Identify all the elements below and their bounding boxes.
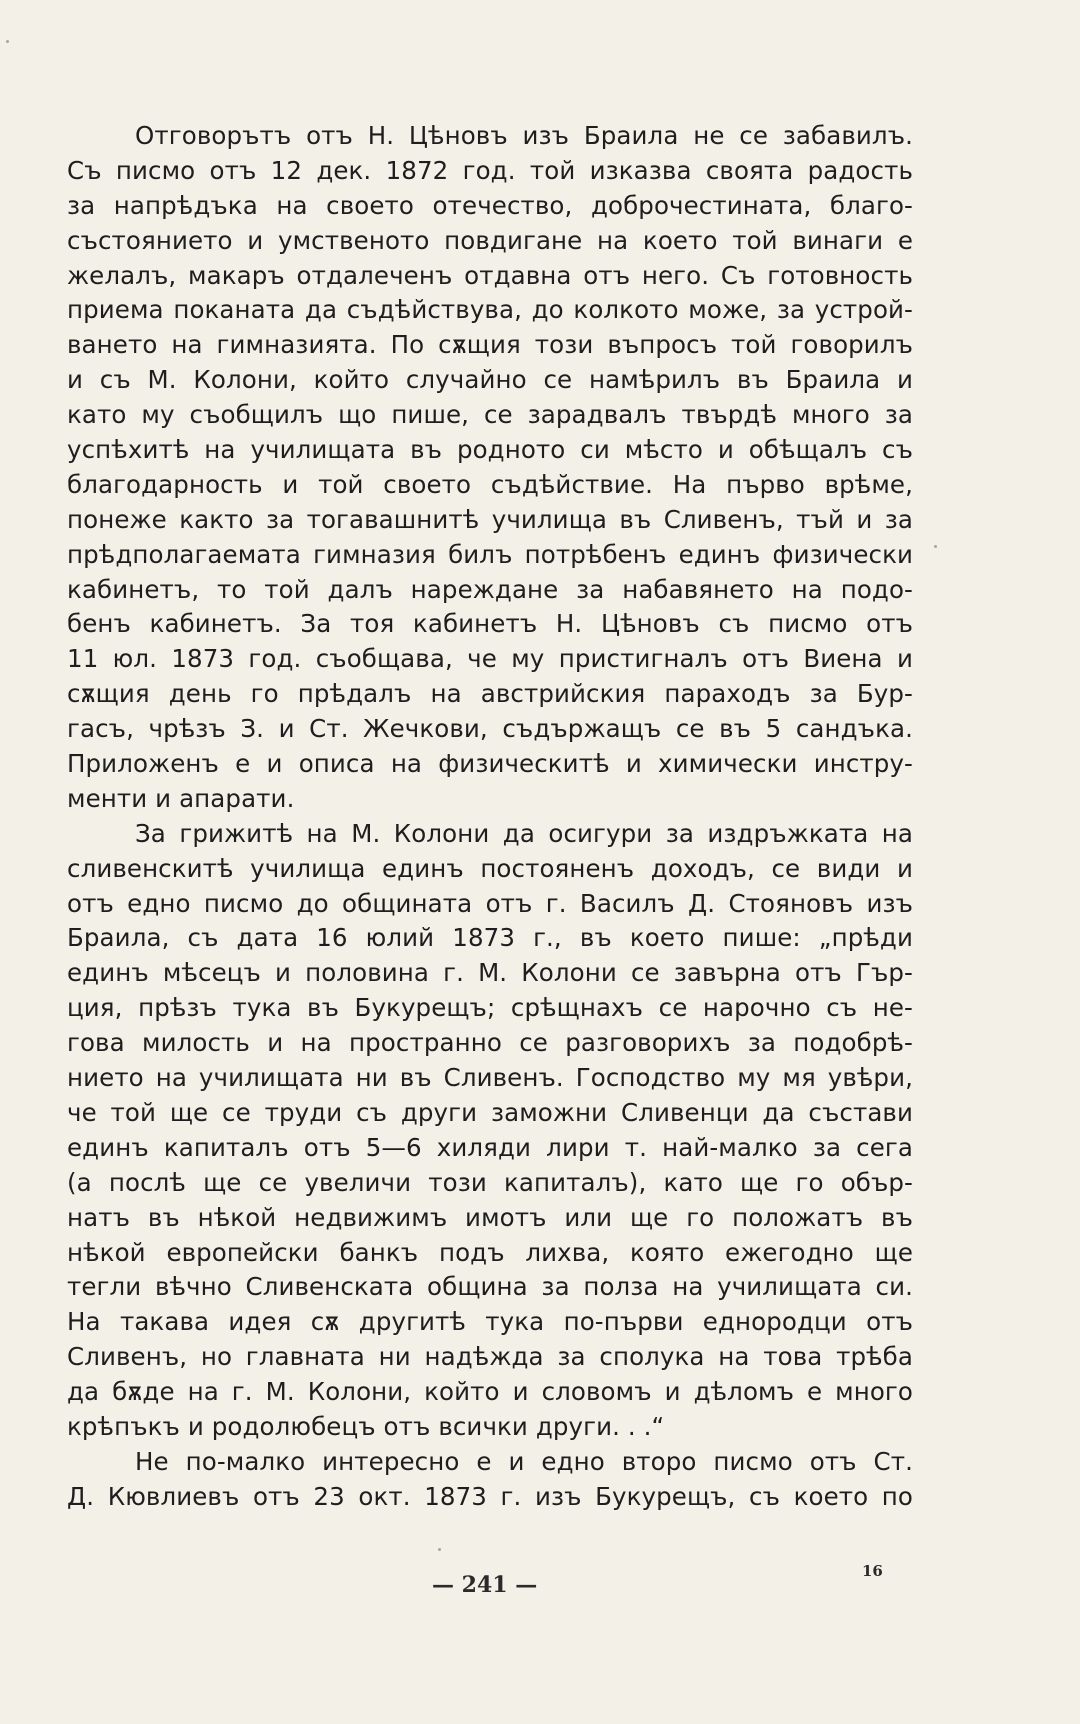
signature-mark: 16: [862, 1562, 883, 1580]
body-text: [67, 119, 913, 1515]
text-line: Приложенъ е и описа на физическитѣ и химически инстру-: [67, 749, 913, 779]
text-line: единъ мѣсецъ и половина г. М. Колони се завърна отъ Гър-: [67, 958, 913, 988]
text-line: За грижитѣ на М. Колони да осигури за издръжката на: [135, 818, 913, 848]
text-line: менти и апарати.: [67, 783, 295, 813]
text-line: Сливенъ, но главната ни надѣжда за сполука на това трѣба: [67, 1342, 913, 1372]
page-number: — 241 —: [432, 1572, 538, 1598]
text-line: (а послѣ ще се увеличи този капиталъ), като ще го обър-: [67, 1167, 913, 1197]
text-line: приема поканата да съдѣйствува, до колкото може, за устрой-: [67, 295, 913, 325]
text-line: понеже както за тогавашнитѣ училища въ Сливенъ, тъй и за: [67, 504, 913, 534]
text-line: сливенскитѣ училища единъ постояненъ доходъ, се види и: [67, 853, 913, 883]
text-line: благодарность и той своето съдѣйствие. На първо врѣме,: [67, 469, 913, 499]
text-line: На такава идея сѫ другитѣ тука по-първи еднородци отъ: [67, 1307, 913, 1337]
text-line: като му съобщилъ що пише, се зарадвалъ твърдѣ много за: [67, 400, 913, 430]
text-line: нѣкой европейски банкъ подъ лихва, която ежегодно ще: [67, 1237, 913, 1267]
text-line: прѣдполагаемата гимназия билъ потрѣбенъ единъ физически: [67, 539, 913, 569]
text-line: отъ едно писмо до общината отъ г. Василъ Д. Стояновъ изъ: [67, 888, 913, 918]
text-line: и съ М. Колони, който случайно се намѣрилъ въ Браила и: [67, 365, 913, 395]
text-line: бенъ кабинетъ. За тоя кабинетъ Н. Цѣновъ съ писмо отъ: [67, 609, 913, 639]
text-line: ция, прѣзъ тука въ Букурещъ; срѣщнахъ се нарочно съ не-: [67, 993, 913, 1023]
text-line: ването на гимназията. По сѫщия този въпросъ той говорилъ: [67, 330, 913, 360]
text-line: 11 юл. 1873 год. съобщава, че му пристигналъ отъ Виена и: [67, 644, 913, 674]
text-line: желалъ, макаръ отдалеченъ отдавна отъ него. Съ готовность: [67, 260, 913, 290]
scan-speck: [438, 1548, 441, 1551]
text-line: Д. Кювлиевъ отъ 23 окт. 1873 г. изъ Букурещъ, съ което по: [67, 1481, 913, 1511]
text-line: нието на училищата ни въ Сливенъ. Господство му мя увѣри,: [67, 1063, 913, 1093]
text-line: натъ въ нѣкой недвижимъ имотъ или ще го положатъ въ: [67, 1202, 913, 1232]
text-line: за напрѣдъка на своето отечество, доброчестината, благо-: [67, 190, 913, 220]
text-line: Отговорътъ отъ Н. Цѣновъ изъ Браила не се забавилъ.: [135, 121, 913, 150]
text-line: Не по-малко интересно е и едно второ писмо отъ Ст.: [135, 1446, 913, 1476]
scan-speck: [6, 40, 9, 43]
text-line: състоянието и умственото повдигане на което той винаги е: [67, 225, 913, 255]
text-line: сѫщия день го прѣдалъ на австрийския параходъ за Бур-: [67, 679, 913, 709]
text-line: гасъ, чрѣзъ З. и Ст. Жечкови, съдържащъ се въ 5 сандъка.: [67, 714, 913, 744]
text-line: Съ писмо отъ 12 дек. 1872 год. той изказва своята радость: [67, 155, 913, 185]
text-line: да бѫде на г. М. Колони, който и словомъ и дѣломъ е много: [67, 1377, 913, 1407]
text-line: кабинетъ, то той далъ нареждане за набавянето на подо-: [67, 574, 913, 604]
scan-speck: [934, 545, 937, 548]
text-line: Браила, съ дата 16 юлий 1873 г., въ което пише: „прѣди: [67, 923, 913, 953]
text-line: успѣхитѣ на училищата въ родното си мѣсто и обѣщалъ съ: [67, 435, 913, 465]
text-line: тегли вѣчно Сливенската община за полза на училищата си.: [67, 1272, 913, 1302]
text-line: гова милость и на пространно се разговорихъ за подобрѣ-: [67, 1028, 913, 1058]
text-line: крѣпъкъ и родолюбецъ отъ всички други. . .“: [67, 1411, 665, 1441]
text-line: че той ще се труди съ други заможни Сливенци да състави: [67, 1097, 913, 1127]
text-line: единъ капиталъ отъ 5—6 хиляди лири т. най-малко за сега: [67, 1132, 913, 1162]
